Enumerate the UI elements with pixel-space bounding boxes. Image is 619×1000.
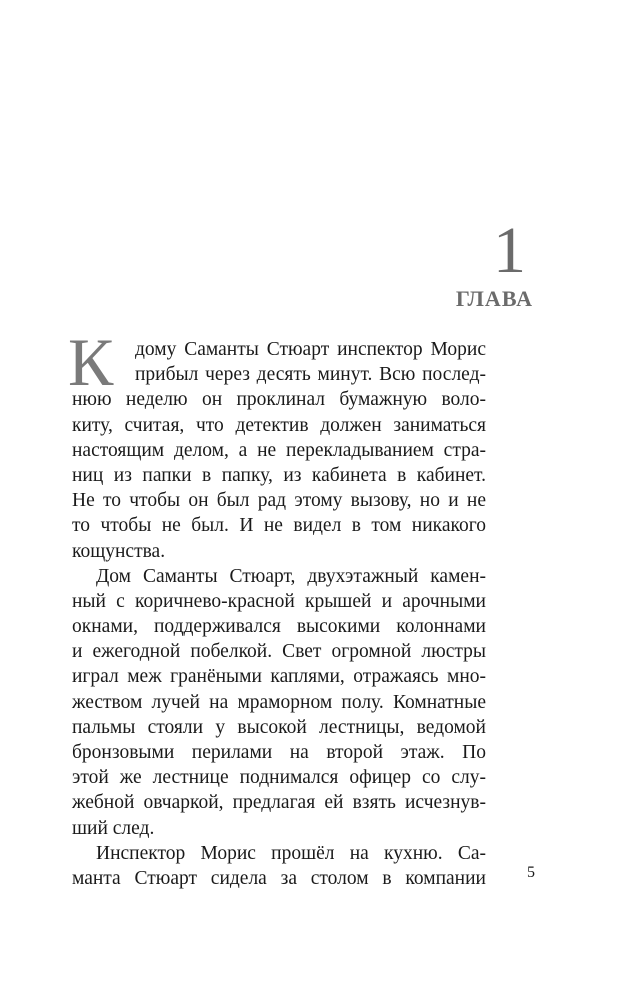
text-line: жеством лучей на мраморном полу. Комнатные [72,691,486,713]
text-line: нюю неделю он проклинал бумажную воло- [72,389,486,411]
text-line: прибыл через десять минут. Всю послед- [135,364,486,386]
text-line: ший след. [72,817,155,839]
page-number: 5 [527,864,535,881]
text-line: то чтобы не был. И не видел в том никакого [72,515,486,537]
text-line: настоящим делом, а не перекладыванием стра- [72,439,486,461]
text-line: Инспектор Морис прошёл на кухню. Са- [96,842,486,864]
text-line: жебной овчаркой, предлагая ей взять исчезнув- [72,792,486,814]
text-line: бронзовыми перилами на второй этаж. По [72,742,486,763]
drop-cap: К [68,324,114,400]
text-line: киту, считая, что детектив должен заниматься [72,414,486,436]
body-text [68,324,486,891]
text-line: Дом Саманты Стюарт, двухэтажный камен- [96,565,486,587]
text-line: ниц из папки в папку, из кабинета в кабинет. [72,464,486,486]
text-line: ный с коричнево-красной крышей и арочными [72,590,486,612]
chapter-heading: ГЛАВА [455,286,533,311]
text-line: пальмы стояли у высокой лестницы, ведомой [72,716,486,738]
text-line: Не то чтобы он был рад этому вызову, но и не [72,490,486,512]
text-line: кощунства. [72,540,166,562]
text-line: играл меж гранёными каплями, отражаясь мно- [72,666,486,688]
text-line: манта Стюарт сидела за столом в компании [72,867,486,889]
text-line: этой же лестнице поднимался офицер со слу- [72,767,486,789]
text-line: и ежегодной побелкой. Свет огромной люстры [72,641,486,663]
text-line: дому Саманты Стюарт инспектор Морис [135,339,486,360]
chapter-number: 1 [493,214,526,287]
text-line: окнами, поддерживался высокими колоннами [72,616,486,638]
